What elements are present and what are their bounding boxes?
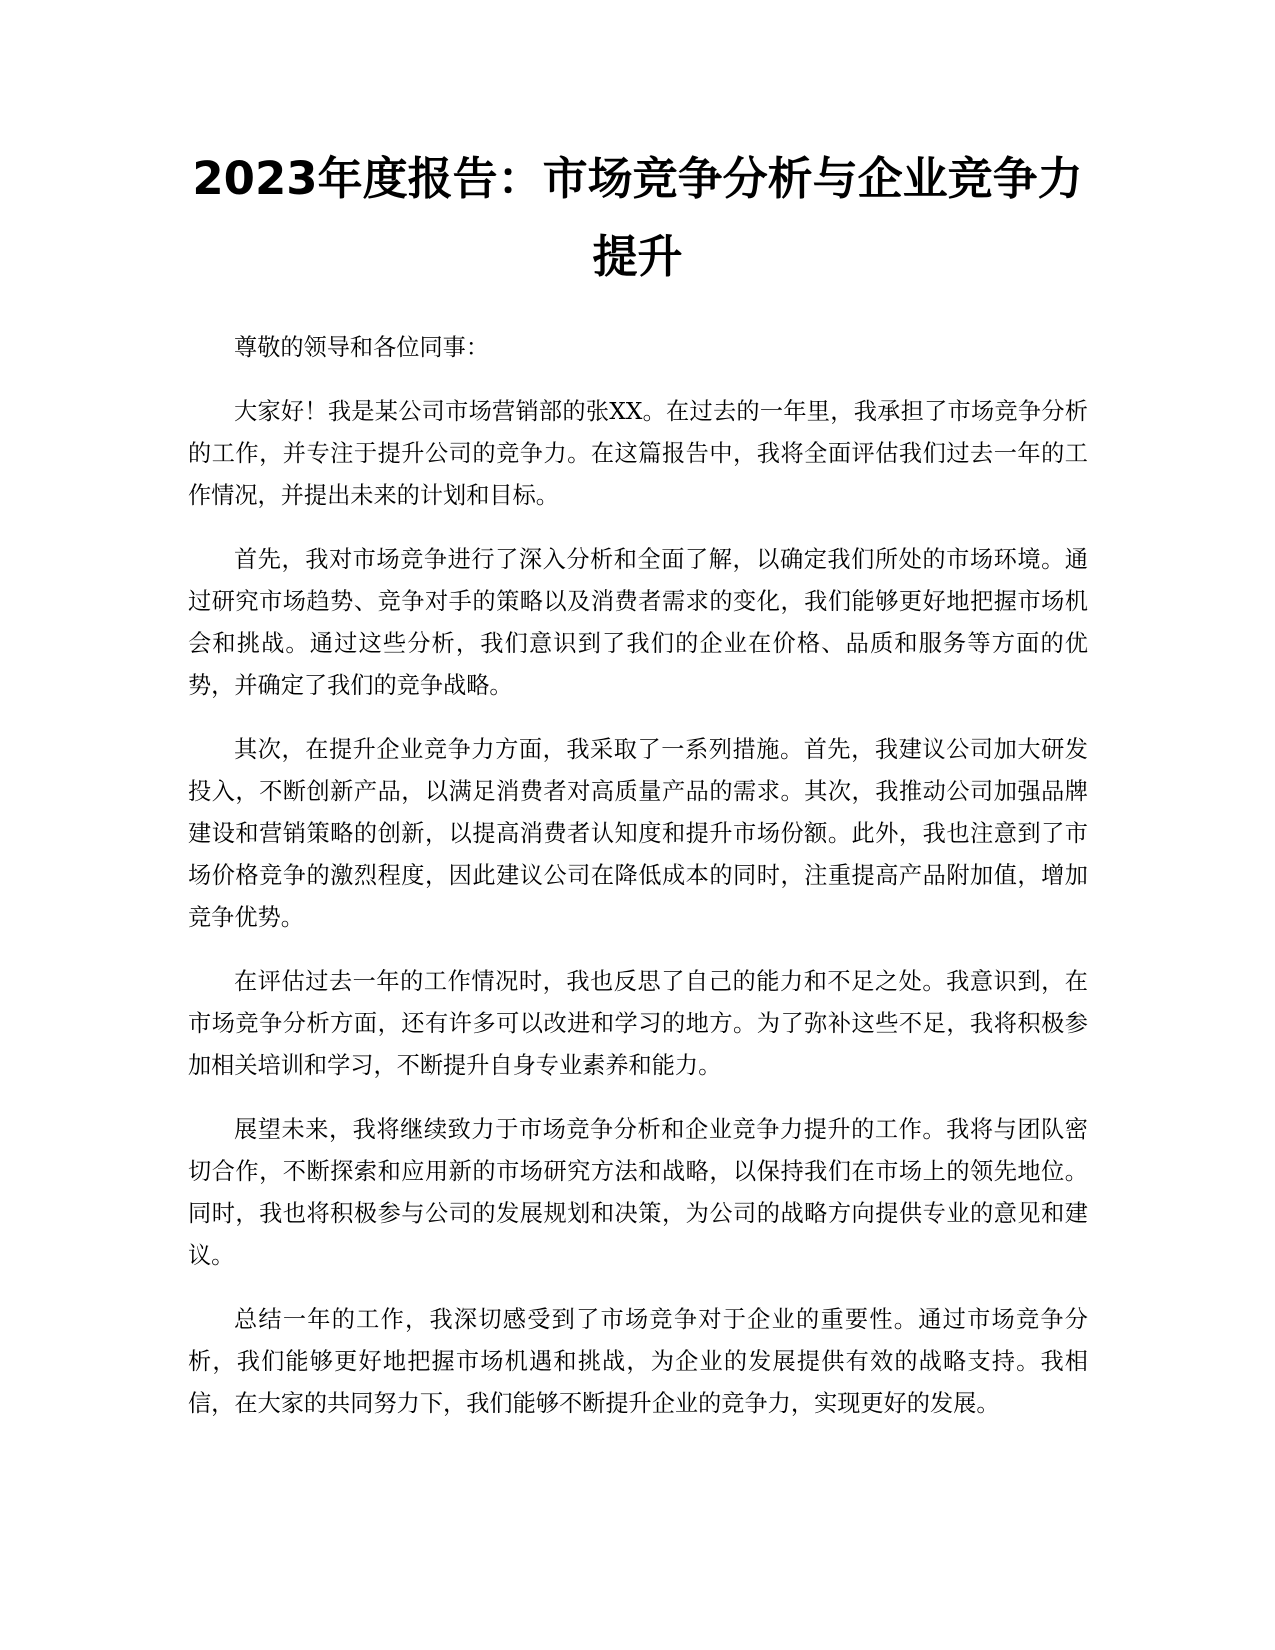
intro-paragraph: 大家好！我是某公司市场营销部的张XX。在过去的一年里，我承担了市场竞争分析的工作，并专注于提升公司的竞争力。在这篇报告中，我将全面评估我们过去一年的工作情况，并提出未来的计划和目标。 (188, 398, 1088, 509)
self-reflection-paragraph: 在评估过去一年的工作情况时，我也反思了自己的能力和不足之处。我意识到，在市场竞争分析方面，还有许多可以改进和学习的地方。为了弥补这些不足，我将积极参加相关培训和学习，不断提升自身专业素养和能力。 (188, 968, 1088, 1079)
document-title (140, 140, 1135, 296)
outlook-paragraph: 展望未来，我将继续致力于市场竞争分析和企业竞争力提升的工作。我将与团队密切合作，不断探索和应用新的市场研究方法和战略，以保持我们在市场上的领先地位。同时，我也将积极参与公司的发展规划和决策，为公司的战略方向提供专业的意见和建议。 (188, 1116, 1088, 1269)
summary-paragraph: 总结一年的工作，我深切感受到了市场竞争对于企业的重要性。通过市场竞争分析，我们能够更好地把握市场机遇和挑战，为企业的发展提供有效的战略支持。我相信，在大家的共同努力下，我们能够不断提升企业的竞争力，实现更好的发展。 (188, 1306, 1088, 1417)
title-line-1: 2023年度报告：市场竞争分析与企业竞争力 (192, 152, 1083, 205)
title-line-2: 提升 (592, 230, 683, 283)
document-body (188, 327, 1088, 1447)
market-analysis-paragraph: 首先，我对市场竞争进行了深入分析和全面了解，以确定我们所处的市场环境。通过研究市场趋势、竞争对手的策略以及消费者需求的变化，我们能够更好地把握市场机会和挑战。通过这些分析，我们意识到了我们的企业在价格、品质和服务等方面的优势，并确定了我们的竞争战略。 (188, 546, 1088, 699)
competitiveness-measures-paragraph: 其次，在提升企业竞争力方面，我采取了一系列措施。首先，我建议公司加大研发投入，不断创新产品，以满足消费者对高质量产品的需求。其次，我推动公司加强品牌建设和营销策略的创新，以提高消费者认知度和提升市场份额。此外，我也注意到了市场价格竞争的激烈程度，因此建议公司在降低成本的同时，注重提高产品附加值，增加竞争优势。 (188, 736, 1088, 931)
salutation-paragraph: 尊敬的领导和各位同事： (234, 334, 490, 361)
